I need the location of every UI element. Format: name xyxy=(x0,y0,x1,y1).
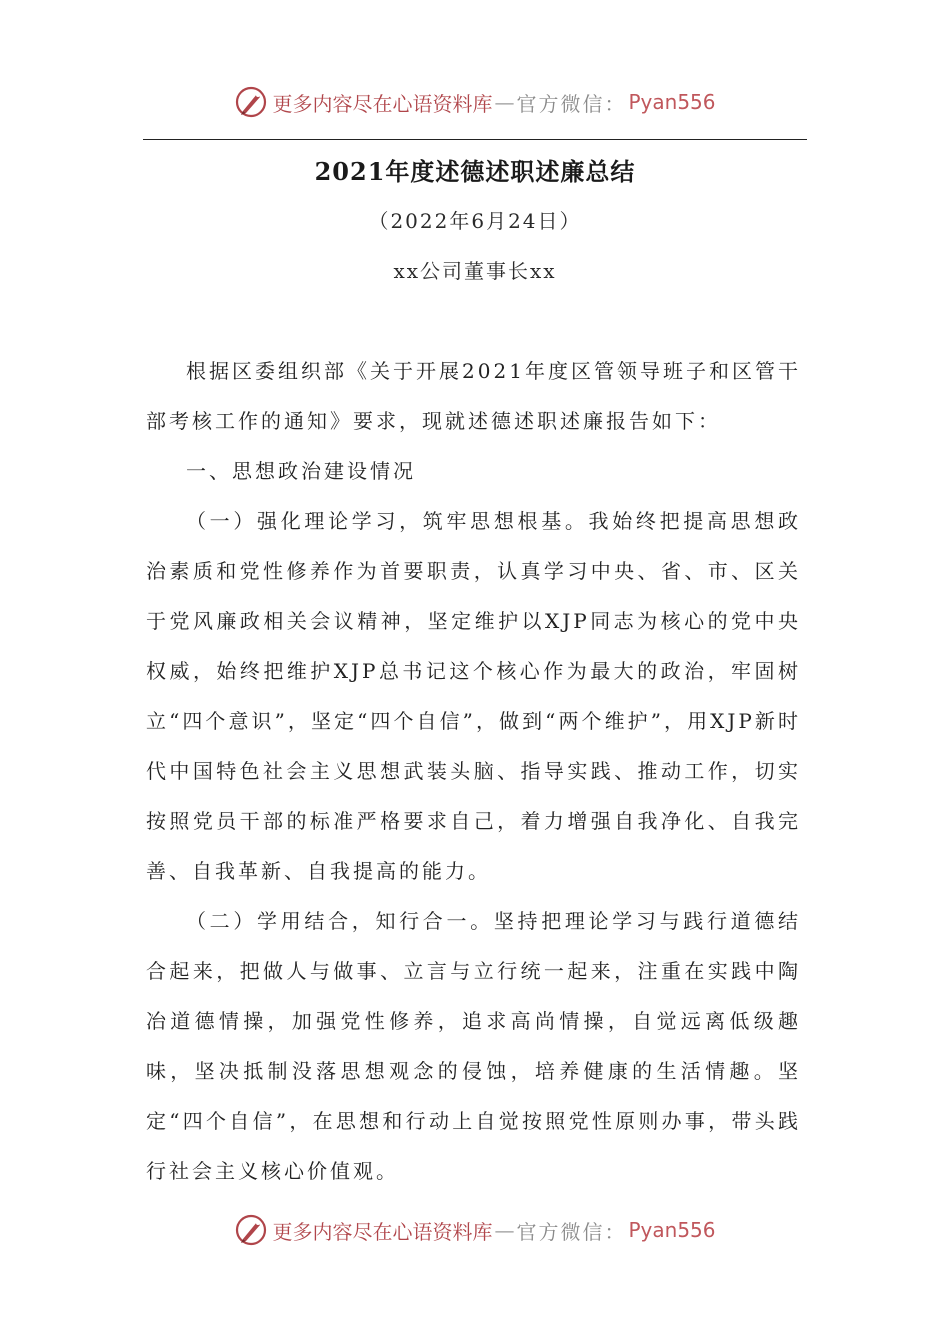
header-banner xyxy=(0,82,950,122)
paragraph-intro: 根据区委组织部《关于开展2021年度区管领导班子和区管干部考核工作的通知》要求，现就述德述职述廉报告如下： xyxy=(146,359,801,433)
pen-logo-icon xyxy=(234,85,268,119)
pen-logo-icon xyxy=(234,1213,268,1247)
document-title: 2021年度述德述职述廉总结 xyxy=(314,157,636,186)
banner-main-text: 更多内容尽在心语资料库 xyxy=(272,1219,493,1244)
document-body xyxy=(146,346,801,1196)
paragraph-one: （一）强化理论学习，筑牢思想根基。我始终把提高思想政治素质和党性修养作为首要职责，认真学习中央、省、市、区关于党风廉政相关会议精神，坚定维护以XJP同志为核心的党中央权威，始终把维护XJP总书记这个核心作为最大的政治，牢固树立“四个意识”，坚定“四个自信”，做到“两个维护”，用XJP新时代中国特色社会主义思想武装头脑、指导实践、推动工作，切实按照党员干部的标准严格要求自己，着力增强自我净化、自我完善、自我革新、自我提高的能力。 xyxy=(146,509,801,883)
footer-banner xyxy=(0,1210,950,1250)
header-rule xyxy=(143,139,807,140)
document-author: xx公司董事长xx xyxy=(393,259,557,283)
banner-separator: — xyxy=(494,1218,515,1242)
banner-wechat-label: 官方微信： xyxy=(516,1219,627,1244)
section-heading: 一、思想政治建设情况 xyxy=(186,459,416,483)
document-date: （2022年6月24日） xyxy=(368,209,582,233)
banner-separator: — xyxy=(494,90,515,114)
banner-wechat-label: 官方微信： xyxy=(516,91,627,116)
banner-wechat-id: Pyan556 xyxy=(628,1218,716,1242)
paragraph-two: （二）学用结合，知行合一。坚持把理论学习与践行道德结合起来，把做人与做事、立言与立行统一起来，注重在实践中陶冶道德情操，加强党性修养，追求高尚情操，自觉远离低级趣味，坚决抵制没落思想观念的侵蚀，培养健康的生活情趣。坚定“四个自信”，在思想和行动上自觉按照党性原则办事，带头践行社会主义核心价值观。 xyxy=(146,909,801,1183)
banner-main-text: 更多内容尽在心语资料库 xyxy=(272,91,493,116)
banner-wechat-id: Pyan556 xyxy=(628,90,716,114)
